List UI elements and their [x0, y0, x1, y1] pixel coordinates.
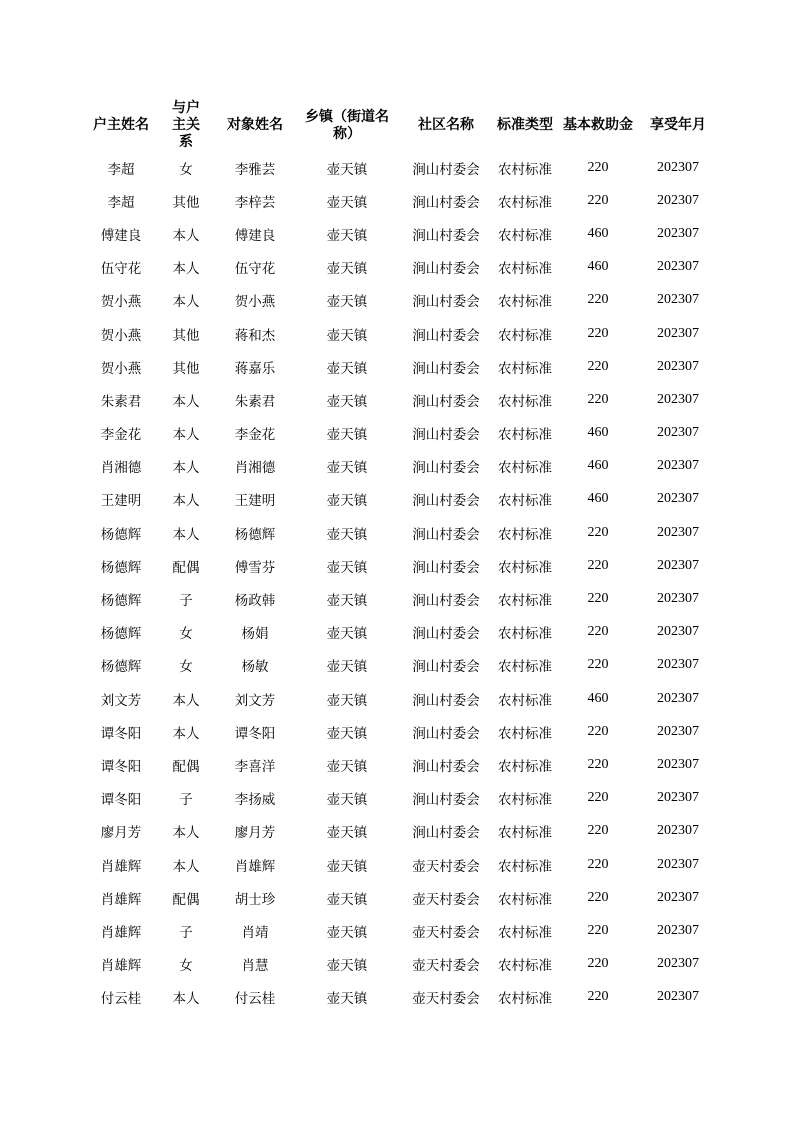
table-row: [87, 251, 719, 284]
effective-month-cell: 202307: [657, 790, 699, 806]
township-cell: 壶天镇: [326, 261, 368, 278]
township-cell: 壶天镇: [326, 792, 368, 809]
township-cell: 壶天镇: [326, 360, 368, 377]
basic-allowance-cell: 220: [587, 159, 609, 175]
township-cell: 壶天镇: [326, 526, 368, 543]
table-row: [87, 450, 719, 483]
beneficiary-name-cell: 李梓芸: [234, 194, 276, 211]
standard-type-cell: 农村标准: [498, 825, 552, 842]
table-row: [87, 151, 719, 184]
basic-allowance-cell: 220: [587, 922, 609, 938]
effective-month-cell: 202307: [657, 723, 699, 739]
township-cell: 壶天镇: [326, 825, 368, 842]
table-row: [87, 782, 719, 815]
beneficiary-name-cell: 杨德辉: [234, 526, 276, 543]
community-cell: 涧山村委会: [412, 493, 480, 510]
standard-type-cell: 农村标准: [498, 924, 552, 941]
effective-month-cell: 202307: [657, 956, 699, 972]
relationship-cell: 女: [179, 626, 193, 643]
basic-allowance-cell: 220: [587, 856, 609, 872]
household-head-cell: 肖湘德: [100, 460, 142, 477]
beneficiary-name-cell: 杨政韩: [234, 593, 276, 610]
beneficiary-name-cell: 肖湘德: [234, 460, 276, 477]
standard-type-cell: 农村标准: [498, 327, 552, 344]
effective-month-cell: 202307: [657, 192, 699, 208]
relationship-cell: 子: [179, 792, 193, 809]
standard-type-cell: 农村标准: [498, 194, 552, 211]
township-cell: 壶天镇: [326, 427, 368, 444]
table-header-row: [87, 100, 719, 151]
basic-allowance-cell: 220: [587, 790, 609, 806]
basic-allowance-cell: 460: [587, 458, 609, 474]
household-head-cell: 杨德辉: [100, 526, 142, 543]
header-basic-allowance: 基本救助金: [563, 117, 633, 133]
beneficiary-name-cell: 胡士珍: [234, 891, 276, 908]
table-row: [87, 682, 719, 715]
relationship-cell: 女: [179, 958, 193, 975]
basic-allowance-cell: 220: [587, 192, 609, 208]
relationship-cell: 其他: [172, 360, 200, 377]
table-row: [87, 582, 719, 615]
effective-month-cell: 202307: [657, 391, 699, 407]
table-row: [87, 981, 719, 1014]
household-head-cell: 李金花: [100, 427, 142, 444]
effective-month-cell: 202307: [657, 756, 699, 772]
relationship-cell: 其他: [172, 327, 200, 344]
table-row: [87, 516, 719, 549]
effective-month-cell: 202307: [657, 657, 699, 673]
household-head-cell: 李超: [107, 161, 135, 178]
table-row: [87, 549, 719, 582]
household-head-cell: 谭冬阳: [100, 725, 142, 742]
township-cell: 壶天镇: [326, 493, 368, 510]
table-row: [87, 715, 719, 748]
effective-month-cell: 202307: [657, 591, 699, 607]
household-head-cell: 肖雄辉: [100, 891, 142, 908]
beneficiary-name-cell: 廖月芳: [234, 825, 276, 842]
relationship-cell: 配偶: [172, 559, 200, 576]
township-cell: 壶天镇: [326, 327, 368, 344]
township-cell: 壶天镇: [326, 393, 368, 410]
household-head-cell: 贺小燕: [100, 360, 142, 377]
basic-allowance-cell: 220: [587, 358, 609, 374]
beneficiary-name-cell: 蒋和杰: [234, 327, 276, 344]
table-row: [87, 417, 719, 450]
table-row: [87, 284, 719, 317]
township-cell: 壶天镇: [326, 924, 368, 941]
standard-type-cell: 农村标准: [498, 725, 552, 742]
basic-allowance-cell: 220: [587, 391, 609, 407]
community-cell: 涧山村委会: [412, 559, 480, 576]
table-row: [87, 815, 719, 848]
township-cell: 壶天镇: [326, 758, 368, 775]
township-cell: 壶天镇: [326, 161, 368, 178]
township-cell: 壶天镇: [326, 593, 368, 610]
standard-type-cell: 农村标准: [498, 460, 552, 477]
beneficiary-name-cell: 肖慧: [241, 958, 269, 975]
standard-type-cell: 农村标准: [498, 792, 552, 809]
household-head-cell: 杨德辉: [100, 593, 142, 610]
relationship-cell: 子: [179, 593, 193, 610]
community-cell: 涧山村委会: [412, 161, 480, 178]
standard-type-cell: 农村标准: [498, 758, 552, 775]
community-cell: 涧山村委会: [412, 294, 480, 311]
effective-month-cell: 202307: [657, 624, 699, 640]
relief-table: [87, 100, 719, 1014]
standard-type-cell: 农村标准: [498, 493, 552, 510]
relationship-cell: 本人: [172, 261, 200, 278]
table-row: [87, 649, 719, 682]
standard-type-cell: 农村标准: [498, 659, 552, 676]
community-cell: 涧山村委会: [412, 261, 480, 278]
effective-month-cell: 202307: [657, 690, 699, 706]
beneficiary-name-cell: 李金花: [234, 427, 276, 444]
basic-allowance-cell: 220: [587, 756, 609, 772]
household-head-cell: 贺小燕: [100, 294, 142, 311]
basic-allowance-cell: 220: [587, 657, 609, 673]
beneficiary-name-cell: 李雅芸: [234, 161, 276, 178]
community-cell: 涧山村委会: [412, 825, 480, 842]
effective-month-cell: 202307: [657, 358, 699, 374]
table-row: [87, 848, 719, 881]
header-standard-type: 标准类型: [497, 117, 553, 133]
household-head-cell: 刘文芳: [100, 692, 142, 709]
basic-allowance-cell: 220: [587, 292, 609, 308]
household-head-cell: 谭冬阳: [100, 758, 142, 775]
relationship-cell: 本人: [172, 393, 200, 410]
community-cell: 壶天村委会: [412, 924, 480, 941]
community-cell: 壶天村委会: [412, 958, 480, 975]
effective-month-cell: 202307: [657, 225, 699, 241]
effective-month-cell: 202307: [657, 491, 699, 507]
basic-allowance-cell: 220: [587, 624, 609, 640]
relationship-cell: 其他: [172, 194, 200, 211]
community-cell: 涧山村委会: [412, 526, 480, 543]
community-cell: 壶天村委会: [412, 858, 480, 875]
household-head-cell: 伍守花: [100, 261, 142, 278]
township-cell: 壶天镇: [326, 294, 368, 311]
header-beneficiary-name: 对象姓名: [227, 117, 283, 133]
standard-type-cell: 农村标准: [498, 626, 552, 643]
relationship-cell: 本人: [172, 427, 200, 444]
community-cell: 涧山村委会: [412, 792, 480, 809]
effective-month-cell: 202307: [657, 159, 699, 175]
effective-month-cell: 202307: [657, 259, 699, 275]
household-head-cell: 肖雄辉: [100, 958, 142, 975]
household-head-cell: 杨德辉: [100, 626, 142, 643]
household-head-cell: 杨德辉: [100, 559, 142, 576]
effective-month-cell: 202307: [657, 292, 699, 308]
beneficiary-name-cell: 付云桂: [234, 991, 276, 1008]
standard-type-cell: 农村标准: [498, 161, 552, 178]
basic-allowance-cell: 220: [587, 823, 609, 839]
household-head-cell: 贺小燕: [100, 327, 142, 344]
beneficiary-name-cell: 伍守花: [234, 261, 276, 278]
township-cell: 壶天镇: [326, 725, 368, 742]
relationship-cell: 本人: [172, 460, 200, 477]
household-head-cell: 付云桂: [100, 991, 142, 1008]
beneficiary-name-cell: 李喜洋: [234, 758, 276, 775]
township-cell: 壶天镇: [326, 194, 368, 211]
basic-allowance-cell: 220: [587, 989, 609, 1005]
basic-allowance-cell: 460: [587, 491, 609, 507]
standard-type-cell: 农村标准: [498, 526, 552, 543]
relationship-cell: 本人: [172, 858, 200, 875]
relationship-cell: 本人: [172, 526, 200, 543]
township-cell: 壶天镇: [326, 858, 368, 875]
community-cell: 涧山村委会: [412, 393, 480, 410]
community-cell: 涧山村委会: [412, 427, 480, 444]
community-cell: 涧山村委会: [412, 327, 480, 344]
effective-month-cell: 202307: [657, 524, 699, 540]
township-cell: 壶天镇: [326, 460, 368, 477]
basic-allowance-cell: 220: [587, 325, 609, 341]
household-head-cell: 肖雄辉: [100, 858, 142, 875]
relationship-cell: 子: [179, 924, 193, 941]
beneficiary-name-cell: 贺小燕: [234, 294, 276, 311]
effective-month-cell: 202307: [657, 922, 699, 938]
standard-type-cell: 农村标准: [498, 858, 552, 875]
table-row: [87, 350, 719, 383]
relationship-cell: 本人: [172, 227, 200, 244]
standard-type-cell: 农村标准: [498, 360, 552, 377]
household-head-cell: 李超: [107, 194, 135, 211]
township-cell: 壶天镇: [326, 227, 368, 244]
township-cell: 壶天镇: [326, 659, 368, 676]
township-cell: 壶天镇: [326, 991, 368, 1008]
effective-month-cell: 202307: [657, 425, 699, 441]
table-row: [87, 184, 719, 217]
standard-type-cell: 农村标准: [498, 692, 552, 709]
standard-type-cell: 农村标准: [498, 261, 552, 278]
table-row: [87, 317, 719, 350]
standard-type-cell: 农村标准: [498, 559, 552, 576]
header-township: 乡镇（街道名称）: [305, 108, 389, 142]
basic-allowance-cell: 220: [587, 889, 609, 905]
relationship-cell: 本人: [172, 725, 200, 742]
basic-allowance-cell: 220: [587, 956, 609, 972]
beneficiary-name-cell: 刘文芳: [234, 692, 276, 709]
effective-month-cell: 202307: [657, 458, 699, 474]
relationship-cell: 女: [179, 161, 193, 178]
table-row: [87, 217, 719, 250]
effective-month-cell: 202307: [657, 325, 699, 341]
standard-type-cell: 农村标准: [498, 294, 552, 311]
community-cell: 涧山村委会: [412, 692, 480, 709]
table-row: [87, 748, 719, 781]
beneficiary-name-cell: 傅建良: [234, 227, 276, 244]
basic-allowance-cell: 460: [587, 259, 609, 275]
community-cell: 涧山村委会: [412, 725, 480, 742]
beneficiary-name-cell: 朱素君: [234, 393, 276, 410]
basic-allowance-cell: 220: [587, 524, 609, 540]
effective-month-cell: 202307: [657, 989, 699, 1005]
relationship-cell: 本人: [172, 825, 200, 842]
beneficiary-name-cell: 蒋嘉乐: [234, 360, 276, 377]
basic-allowance-cell: 220: [587, 723, 609, 739]
community-cell: 涧山村委会: [412, 593, 480, 610]
basic-allowance-cell: 220: [587, 591, 609, 607]
standard-type-cell: 农村标准: [498, 393, 552, 410]
township-cell: 壶天镇: [326, 958, 368, 975]
relationship-cell: 配偶: [172, 758, 200, 775]
relationship-cell: 配偶: [172, 891, 200, 908]
effective-month-cell: 202307: [657, 856, 699, 872]
basic-allowance-cell: 460: [587, 225, 609, 241]
community-cell: 涧山村委会: [412, 460, 480, 477]
table-row: [87, 383, 719, 416]
household-head-cell: 王建明: [100, 493, 142, 510]
community-cell: 涧山村委会: [412, 227, 480, 244]
household-head-cell: 杨德辉: [100, 659, 142, 676]
table-body: [87, 151, 719, 1014]
community-cell: 壶天村委会: [412, 891, 480, 908]
standard-type-cell: 农村标准: [498, 991, 552, 1008]
table-row: [87, 881, 719, 914]
basic-allowance-cell: 460: [587, 690, 609, 706]
effective-month-cell: 202307: [657, 557, 699, 573]
township-cell: 壶天镇: [326, 626, 368, 643]
header-relationship: 与户主关系: [172, 100, 200, 150]
table-row: [87, 616, 719, 649]
community-cell: 壶天村委会: [412, 991, 480, 1008]
effective-month-cell: 202307: [657, 823, 699, 839]
beneficiary-name-cell: 李扬威: [234, 792, 276, 809]
header-household-head: 户主姓名: [93, 117, 149, 133]
standard-type-cell: 农村标准: [498, 958, 552, 975]
relief-roster: [87, 100, 719, 1014]
basic-allowance-cell: 460: [587, 425, 609, 441]
effective-month-cell: 202307: [657, 889, 699, 905]
community-cell: 涧山村委会: [412, 758, 480, 775]
beneficiary-name-cell: 王建明: [234, 493, 276, 510]
township-cell: 壶天镇: [326, 692, 368, 709]
basic-allowance-cell: 220: [587, 557, 609, 573]
beneficiary-name-cell: 杨敏: [241, 659, 269, 676]
relationship-cell: 本人: [172, 294, 200, 311]
relationship-cell: 女: [179, 659, 193, 676]
township-cell: 壶天镇: [326, 559, 368, 576]
relationship-cell: 本人: [172, 991, 200, 1008]
table-row: [87, 483, 719, 516]
household-head-cell: 傅建良: [100, 227, 142, 244]
household-head-cell: 谭冬阳: [100, 792, 142, 809]
community-cell: 涧山村委会: [412, 659, 480, 676]
township-cell: 壶天镇: [326, 891, 368, 908]
beneficiary-name-cell: 傅雪芬: [234, 559, 276, 576]
relationship-cell: 本人: [172, 692, 200, 709]
standard-type-cell: 农村标准: [498, 593, 552, 610]
standard-type-cell: 农村标准: [498, 427, 552, 444]
community-cell: 涧山村委会: [412, 626, 480, 643]
table-row: [87, 948, 719, 981]
household-head-cell: 肖雄辉: [100, 924, 142, 941]
beneficiary-name-cell: 肖雄辉: [234, 858, 276, 875]
beneficiary-name-cell: 杨娟: [241, 626, 269, 643]
beneficiary-name-cell: 谭冬阳: [234, 725, 276, 742]
relationship-cell: 本人: [172, 493, 200, 510]
household-head-cell: 朱素君: [100, 393, 142, 410]
household-head-cell: 廖月芳: [100, 825, 142, 842]
header-community: 社区名称: [418, 117, 474, 133]
standard-type-cell: 农村标准: [498, 227, 552, 244]
header-effective-month: 享受年月: [650, 117, 706, 133]
standard-type-cell: 农村标准: [498, 891, 552, 908]
beneficiary-name-cell: 肖靖: [241, 924, 269, 941]
community-cell: 涧山村委会: [412, 194, 480, 211]
community-cell: 涧山村委会: [412, 360, 480, 377]
table-row: [87, 914, 719, 947]
